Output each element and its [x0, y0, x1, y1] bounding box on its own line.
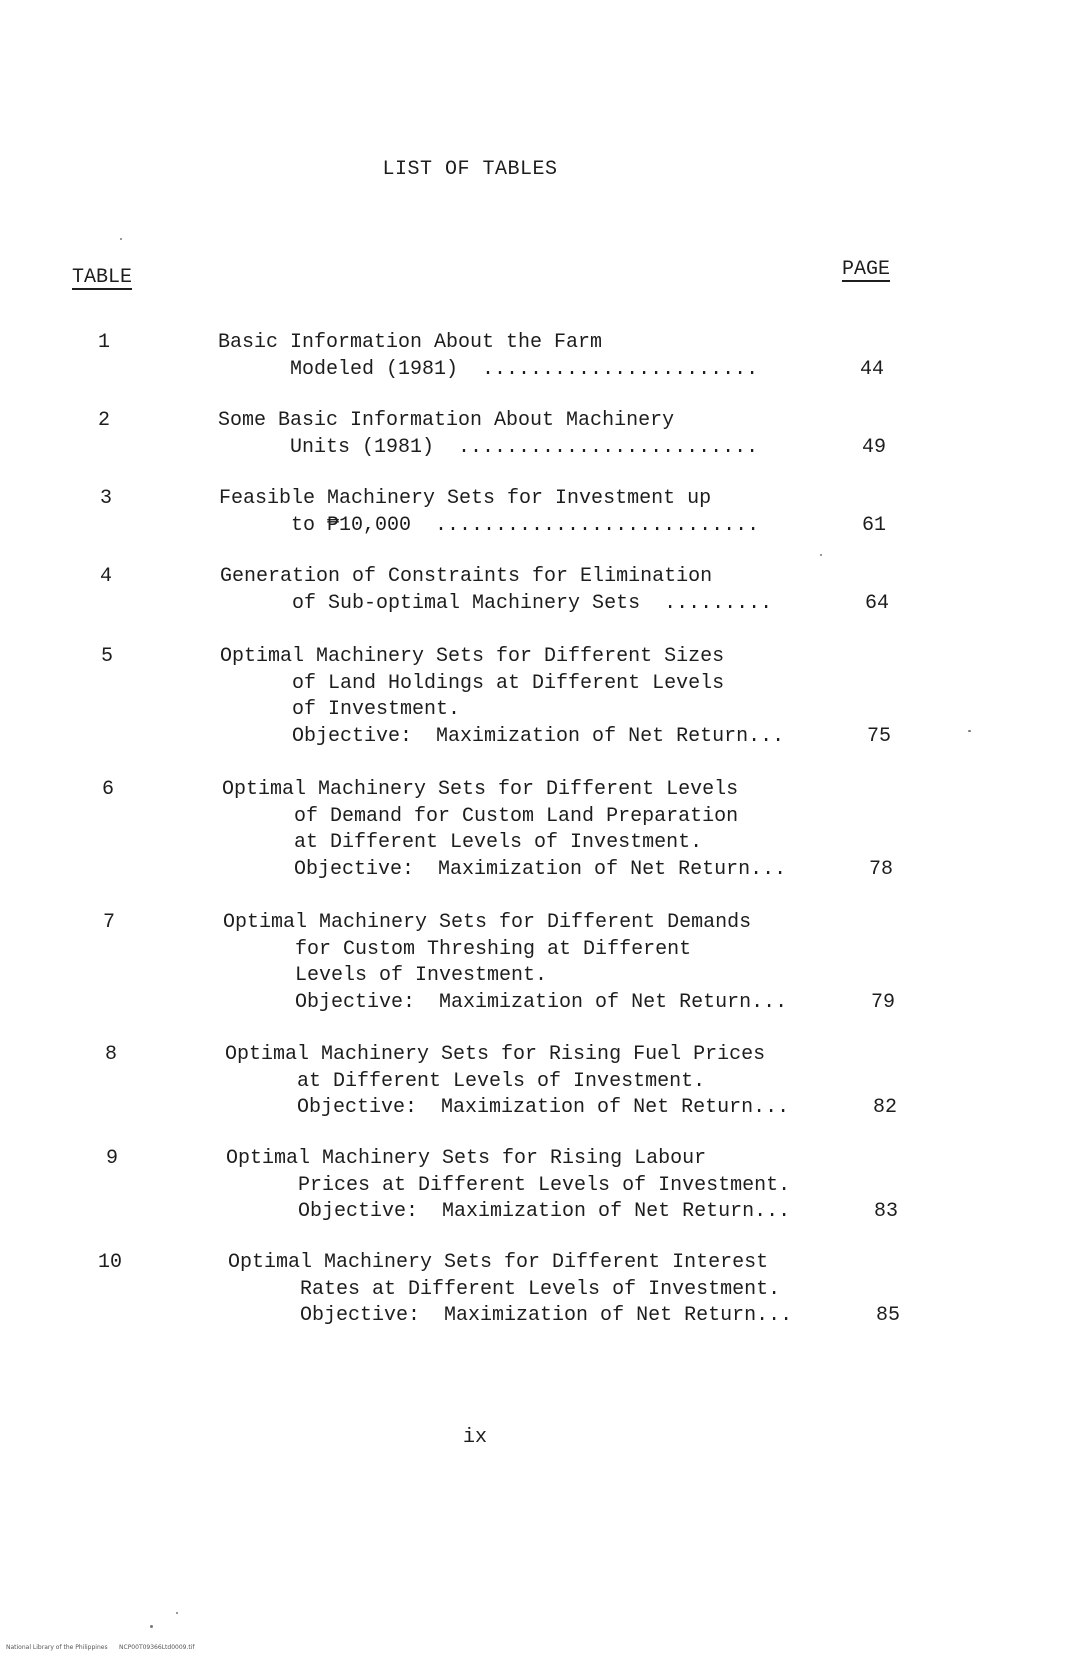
- scan-speck: [150, 1625, 153, 1628]
- table-entry-page: 78: [869, 857, 894, 881]
- table-column-header: TABLE: [72, 266, 133, 289]
- table-entry-page: 82: [873, 1096, 898, 1119]
- table-entry-title-line: for Custom Threshing at Different: [223, 937, 692, 961]
- table-entry-title-line: Optimal Machinery Sets for Different Levels: [222, 778, 739, 801]
- scan-speck: [968, 730, 971, 732]
- table-entry-title-line: Optimal Machinery Sets for Different Interest: [228, 1251, 769, 1274]
- scan-speck: [176, 1612, 178, 1614]
- table-entry-title-line: Optimal Machinery Sets for Different Sizes: [220, 645, 725, 668]
- table-entry-title-line: Basic Information About the Farm: [218, 331, 603, 354]
- table-entry-title-line: Units (1981) .........................: [218, 435, 759, 459]
- scan-speck: [820, 554, 822, 556]
- table-entry-title-line: Objective: Maximization of Net Return...: [222, 857, 787, 881]
- table-entry-page: 79: [871, 990, 896, 1014]
- table-entry-number: 2: [97, 409, 110, 432]
- table-entry-title-line: Generation of Constraints for Elimination: [220, 565, 713, 588]
- table-entry-number: 8: [104, 1043, 117, 1066]
- table-entry-page: 83: [874, 1200, 899, 1223]
- page-column-header: PAGE: [842, 258, 891, 281]
- table-entry-number: 1: [97, 331, 110, 354]
- table-entry-title-line: Objective: Maximization of Net Return...: [226, 1200, 791, 1223]
- scan-speck: [120, 238, 122, 240]
- table-entry-title-line: Optimal Machinery Sets for Rising Fuel Prices: [225, 1043, 766, 1066]
- table-entry-title-line: of Investment.: [220, 698, 461, 721]
- table-entry-title-line: at Different Levels of Investment.: [225, 1069, 706, 1093]
- table-entry-title-line: Some Basic Information About Machinery: [218, 409, 675, 432]
- table-entry-title-line: Optimal Machinery Sets for Different Demands: [223, 911, 752, 934]
- table-entry-title-line: of Demand for Custom Land Preparation: [222, 804, 739, 828]
- table-entry-number: 9: [105, 1147, 118, 1170]
- table-entry-title-line: of Sub-optimal Machinery Sets .........: [220, 591, 773, 615]
- table-entry-page: 64: [865, 591, 890, 615]
- page-number: ix: [462, 1426, 487, 1449]
- table-entry-page: 75: [867, 724, 892, 748]
- table-entry-title-line: Levels of Investment.: [223, 964, 548, 987]
- table-entry-title-line: Objective: Maximization of Net Return...: [223, 990, 788, 1014]
- table-entry-number: 3: [99, 487, 112, 510]
- table-entry-title-line: Objective: Maximization of Net Return...: [228, 1304, 793, 1327]
- table-entry-page: 44: [860, 357, 885, 381]
- table-entry-title-line: Rates at Different Levels of Investment.: [228, 1277, 781, 1301]
- scan-footer-stamp: National Library of the Philippines NCP00T09366Ltd0009.tif: [6, 1644, 195, 1651]
- table-entry-number: 6: [101, 778, 114, 801]
- table-entry-title-line: Optimal Machinery Sets for Rising Labour: [226, 1147, 707, 1170]
- table-entry-title-line: at Different Levels of Investment.: [222, 831, 703, 854]
- table-entry-title-line: Prices at Different Levels of Investment.: [226, 1173, 791, 1197]
- table-entry-page: 85: [876, 1304, 901, 1327]
- table-entry-title-line: Objective: Maximization of Net Return...: [225, 1096, 790, 1119]
- table-entry-title-line: to ₱10,000 ...........................: [219, 513, 760, 537]
- table-entry-number: 7: [102, 911, 115, 934]
- table-entry-title-line: Modeled (1981) .......................: [218, 357, 759, 381]
- page-title: LIST OF TABLES: [382, 158, 558, 181]
- table-entry-number: 4: [99, 565, 112, 588]
- table-entry-number: 5: [100, 645, 113, 668]
- table-entry-page: 61: [862, 513, 887, 537]
- table-entry-title-line: of Land Holdings at Different Levels: [220, 671, 725, 695]
- table-entry-title-line: Feasible Machinery Sets for Investment up: [219, 487, 712, 510]
- table-entry-page: 49: [862, 435, 887, 459]
- table-entry-number: 10: [97, 1251, 122, 1274]
- table-entry-title-line: Objective: Maximization of Net Return...: [220, 724, 785, 748]
